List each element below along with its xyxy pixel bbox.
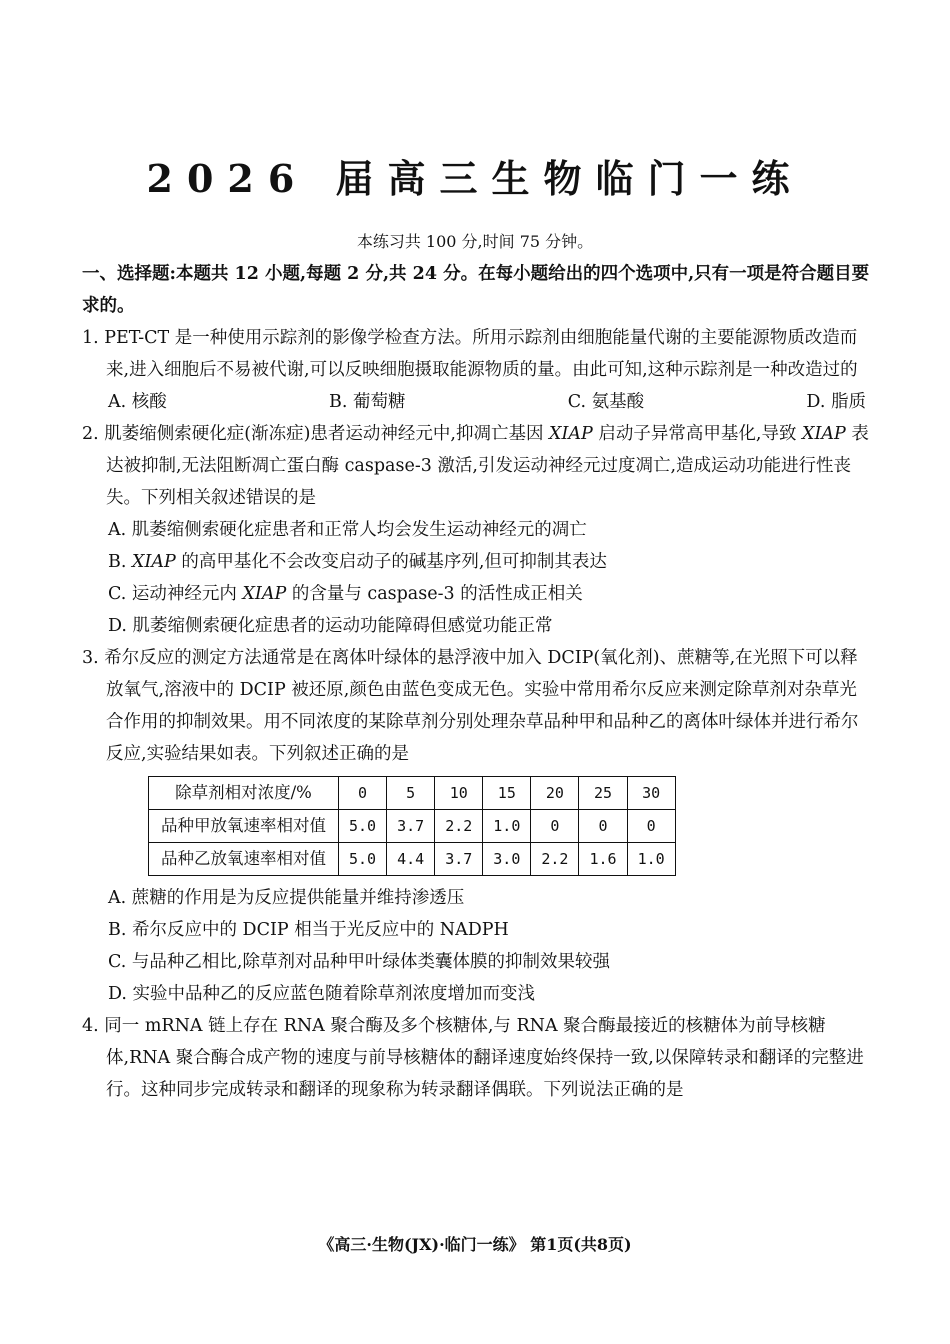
table-cell: 1.0 [483,810,531,843]
table-cell: 3.7 [387,810,435,843]
question-1-options [82,386,872,418]
question-1 [82,322,872,418]
question-3-option-b: B. 希尔反应中的 DCIP 相当于光反应中的 NADPH [108,920,509,940]
results-table [148,776,676,876]
option-text: 的含量与 caspase-3 的活性成正相关 [286,584,583,604]
table-header-cell: 20 [531,777,579,810]
table-header-cell: 25 [579,777,627,810]
table-cell: 0 [627,810,675,843]
table-cell: 2.2 [435,810,483,843]
table-row [149,843,676,876]
table-row [149,810,676,843]
table-header-cell: 15 [483,777,531,810]
question-2-stem-part-a: 2. 肌萎缩侧索硬化症(渐冻症)患者运动神经元中,抑凋亡基因 [82,424,550,444]
option-prefix: B. [108,552,132,572]
question-3 [82,642,872,1010]
table-header-label: 除草剂相对浓度/% [149,777,339,810]
gene-name: XIAP [132,552,176,572]
question-4 [82,1010,872,1106]
question-2-stem [82,418,872,514]
table-header-cell: 30 [627,777,675,810]
gene-name: XIAP [242,584,287,604]
page-footer: 《高三·生物(JX)·临门一练》 第1页(共8页) [318,1235,632,1254]
question-3-option-c: C. 与品种乙相比,除草剂对品种甲叶绿体类囊体膜的抑制效果较强 [108,952,610,972]
table-cell: 1.0 [627,843,675,876]
table-header-cell: 10 [435,777,483,810]
table-cell: 3.0 [483,843,531,876]
table-cell: 1.6 [579,843,627,876]
option-prefix: C. 运动神经元内 [108,584,243,604]
question-2-option-c [82,578,872,610]
table-row-label: 品种甲放氧速率相对值 [149,810,339,843]
section-heading: 一、选择题:本题共 12 小题,每题 2 分,共 24 分。在每小题给出的四个选项中,只有一项是符合题目要求的。 [82,264,870,316]
table-cell: 2.2 [531,843,579,876]
question-1-option-d: D. 脂质 [806,392,866,412]
question-2 [82,418,872,642]
question-4-stem: 4. 同一 mRNA 链上存在 RNA 聚合酶及多个核糖体,与 RNA 聚合酶最接近的核糖体为前导核糖体,RNA 聚合酶合成产物的速度与前导核糖体的翻译速度始终保持一致,以保障转录和翻译的完整进行。这种同步完成转录和翻译的现象称为转录翻译偶联。下列说法正确的是 [82,1016,864,1100]
table-header-cell: 5 [387,777,435,810]
question-3-option-a: A. 蔗糖的作用是为反应提供能量并维持渗透压 [108,888,465,908]
table-cell: 4.4 [387,843,435,876]
gene-name: XIAP [802,424,846,444]
gene-name: XIAP [549,424,593,444]
exam-info: 本练习共 100 分,时间 75 分钟。 [356,232,594,251]
table-cell: 5.0 [339,843,387,876]
table-header-row [149,777,676,810]
question-1-stem: 1. PET-CT 是一种使用示踪剂的影像学检查方法。所用示踪剂由细胞能量代谢的主要能源物质改造而来,进入细胞后不易被代谢,可以反映细胞摄取能源物质的量。由此可知,这种示踪剂是一种改造过的 [82,328,858,380]
question-1-option-a: A. 核酸 [108,392,167,412]
table-cell: 0 [531,810,579,843]
question-2-stem-part-c: 表达被抑制,无法阻断凋亡蛋白酶 caspase-3 激活,引发运动神经元过度凋亡,造成运动功能进行性丧失。下列相关叙述错误的是 [106,424,869,508]
question-2-option-b [82,546,872,578]
question-1-option-c: C. 氨基酸 [567,392,645,412]
question-1-option-b: B. 葡萄糖 [329,392,406,412]
question-2-option-a: A. 肌萎缩侧索硬化症患者和正常人均会发生运动神经元的凋亡 [108,520,587,540]
table-cell: 5.0 [339,810,387,843]
question-3-stem: 3. 希尔反应的测定方法通常是在离体叶绿体的悬浮液中加入 DCIP(氧化剂)、蔗糖等,在光照下可以释放氧气,溶液中的 DCIP 被还原,颜色由蓝色变成无色。实验中常用希尔反应来测定除草剂对杂草光合作用的抑制效果。用不同浓度的某除草剂分别处理杂草品种甲和品种乙的离体叶绿体并进行希尔反应,实验结果如表。下列叙述正确的是 [82,648,859,764]
exam-content [82,258,872,1106]
table-cell: 0 [579,810,627,843]
option-text: 的高甲基化不会改变启动子的碱基序列,但可抑制其表达 [175,552,607,572]
table-header-cell: 0 [339,777,387,810]
table-row-label: 品种乙放氧速率相对值 [149,843,339,876]
page-title: 2026 届高三生物临门一练 [146,156,804,201]
question-2-option-d: D. 肌萎缩侧索硬化症患者的运动功能障碍但感觉功能正常 [108,616,553,636]
table-cell: 3.7 [435,843,483,876]
question-2-stem-part-b: 启动子异常高甲基化,导致 [592,424,803,444]
question-3-option-d: D. 实验中品种乙的反应蓝色随着除草剂浓度增加而变浅 [108,984,536,1004]
